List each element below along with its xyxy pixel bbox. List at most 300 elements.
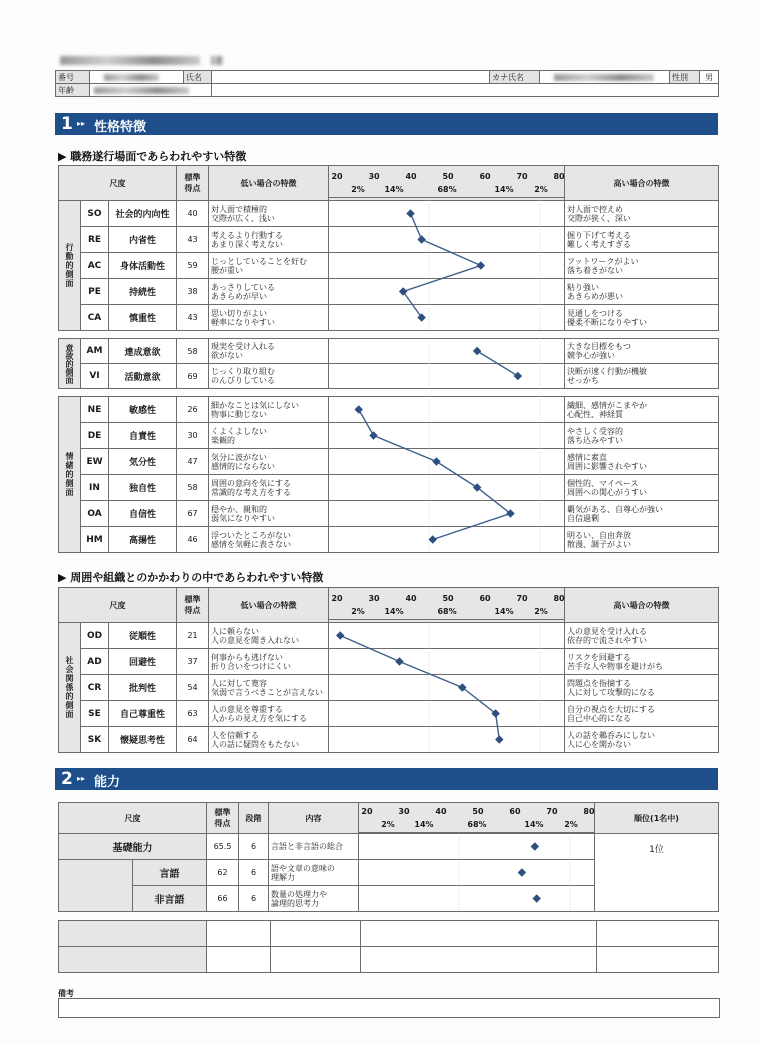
trait-score: 26	[177, 397, 209, 423]
low-line: 対人面で積極的	[211, 204, 268, 214]
trait-score: 38	[177, 279, 209, 305]
low-line: 交際が広く、浅い	[211, 213, 275, 223]
trait-high	[565, 501, 719, 527]
low-line: のんびりしている	[211, 376, 276, 385]
trait-row-sk	[59, 727, 719, 753]
trait-high	[565, 305, 719, 331]
scaleA-pct-3: 14%	[494, 185, 514, 194]
group-label: 意欲的側面	[59, 339, 81, 389]
scaleB-tick-0: 20	[331, 594, 343, 603]
trait-row-re	[59, 227, 719, 253]
scaleC-pct-2: 68%	[467, 820, 487, 829]
ab-col-stage: 段階	[239, 803, 269, 834]
group-label: 情緒的側面	[59, 397, 81, 553]
scaleC-tick-5: 70	[546, 807, 558, 816]
subheading-org: ▶ 周囲や組織とのかかわりの中であらわれやすい特徴	[58, 571, 324, 584]
high-line: 散漫、調子がよい	[567, 539, 632, 549]
name-value	[212, 71, 490, 84]
high-line: 粘り強い	[567, 282, 600, 292]
trait-plot-cell	[329, 227, 565, 253]
scaleA-tick-1: 30	[368, 172, 380, 181]
low-line: 人の意見を尊重する	[211, 704, 284, 714]
trait-row-am	[59, 339, 719, 364]
trait-row-in	[59, 475, 719, 501]
high-line: 交際が狭く、深い	[567, 213, 631, 223]
high-line: 自己中心的になる	[567, 713, 632, 723]
trait-code: EW	[81, 449, 109, 475]
ability-score: 62	[207, 860, 239, 886]
trait-low	[209, 305, 329, 331]
trait-high	[565, 364, 719, 389]
high-line: 感情に素直	[567, 452, 608, 462]
high-line: 人の意見を受け入れる	[567, 626, 648, 636]
high-line: 周囲への関心がうすい	[567, 487, 648, 497]
low-line: 物事に動じない	[211, 409, 268, 419]
section2-number: 2	[61, 769, 73, 789]
remarks-label: 備考	[58, 989, 74, 998]
section2-bar	[55, 768, 718, 790]
low-line: じっくり取り組む	[211, 367, 276, 376]
ability-row	[59, 834, 719, 860]
trait-score: 47	[177, 449, 209, 475]
trait-high	[565, 253, 719, 279]
gender-value: 男	[700, 71, 719, 84]
trait-score: 21	[177, 623, 209, 649]
ability-plot-cell	[359, 860, 595, 886]
group-label: 行動的側面	[59, 201, 81, 331]
low-line: 気弱で言うべきことが言えない	[211, 687, 324, 697]
remarks-box	[58, 998, 720, 1018]
trait-plot-cell	[329, 501, 565, 527]
trait-high	[565, 201, 719, 227]
content-line: 言語と非言語の総合	[271, 842, 343, 851]
trait-code: RE	[81, 227, 109, 253]
low-line: 腰が重い	[211, 265, 244, 275]
high-line: 掘り下げて考える	[567, 230, 632, 240]
scaleB-tick-4: 60	[479, 594, 491, 603]
high-line: 依存的で流されやすい	[567, 635, 648, 645]
scale-header-2	[329, 588, 565, 623]
high-line: やさしく受容的	[567, 426, 624, 436]
scaleC-tick-6: 80	[583, 807, 595, 816]
low-line: 人からの見え方を気にする	[211, 713, 308, 723]
high-line: 個性的、マイペース	[567, 478, 639, 488]
low-line: じっとしていることを好む	[211, 256, 308, 266]
scaleA-tick-4: 60	[479, 172, 491, 181]
low-line: 人を信頼する	[211, 730, 260, 740]
high-line: 落ち込みやすい	[567, 435, 624, 445]
trait-name: 持続性	[109, 279, 177, 305]
low-line: 常識的な考え方をする	[211, 487, 292, 497]
col-scale-2: 尺度	[59, 588, 177, 623]
subheading-work: ▶ 職務遂行場面であらわれやすい特徴	[58, 150, 247, 163]
ability-score: 65.5	[207, 834, 239, 860]
high-line: 人に対して攻撃的になる	[567, 687, 656, 697]
trait-code: SK	[81, 727, 109, 753]
trait-low	[209, 201, 329, 227]
trait-code: OA	[81, 501, 109, 527]
trait-name: 活動意欲	[109, 364, 177, 389]
ab-col-content: 内容	[269, 803, 359, 834]
low-line: 思い切りがよい	[211, 308, 268, 318]
trait-row-se	[59, 701, 719, 727]
low-line: 考えるより行動する	[211, 230, 284, 240]
trait-row-ew	[59, 449, 719, 475]
low-line: あっさりしている	[211, 282, 275, 292]
personality-table-work	[58, 165, 719, 553]
trait-row-ca	[59, 305, 719, 331]
low-line: 欲がない	[211, 351, 244, 360]
ability-content	[269, 886, 359, 912]
section1-title: 性格特徴	[94, 120, 147, 135]
kana-label: カナ氏名	[490, 71, 540, 84]
trait-code: AD	[81, 649, 109, 675]
high-line: 競争心が強い	[567, 351, 616, 360]
trait-low	[209, 364, 329, 389]
col-high-2: 高い場合の特徴	[565, 588, 719, 623]
trait-plot-cell	[329, 201, 565, 227]
ability-name: 基礎能力	[59, 834, 207, 860]
scaleA-tick-2: 40	[405, 172, 417, 181]
trait-score: 30	[177, 423, 209, 449]
ability-name: 非言語	[133, 886, 207, 912]
scaleB-tick-2: 40	[405, 594, 417, 603]
scaleC-pct-4: 2%	[564, 820, 578, 829]
trait-low	[209, 701, 329, 727]
scaleC-pct-0: 2%	[381, 820, 395, 829]
high-line: 明るい、自由奔放	[567, 530, 632, 540]
ability-score: 66	[207, 886, 239, 912]
low-line: 人に頼らない	[211, 626, 260, 636]
number-label: 番号	[56, 71, 90, 84]
trait-plot-cell	[329, 253, 565, 279]
trait-score: 69	[177, 364, 209, 389]
scaleC-tick-0: 20	[361, 807, 373, 816]
low-line: 楽観的	[211, 435, 236, 445]
trait-row-ne	[59, 397, 719, 423]
high-line: 人に心を開かない	[567, 739, 632, 749]
trait-low	[209, 279, 329, 305]
age-label: 年齢	[56, 84, 90, 97]
trait-code: CA	[81, 305, 109, 331]
high-line: 自分の視点を大切にする	[567, 704, 656, 714]
trait-high	[565, 227, 719, 253]
high-line: せっかち	[567, 376, 599, 385]
trait-row-od	[59, 623, 719, 649]
trait-name: 従順性	[109, 623, 177, 649]
empty-block	[58, 920, 719, 973]
trait-high	[565, 623, 719, 649]
trait-plot-cell	[329, 475, 565, 501]
ability-stage: 6	[239, 860, 269, 886]
high-line: 周囲に影響されやすい	[567, 461, 648, 471]
trait-plot-cell	[329, 279, 565, 305]
ability-plot-cell	[359, 834, 595, 860]
personality-table-org	[58, 587, 719, 753]
trait-plot-cell	[329, 449, 565, 475]
trait-plot-cell	[329, 339, 565, 364]
trait-high	[565, 727, 719, 753]
trait-name: 独自性	[109, 475, 177, 501]
trait-score: 64	[177, 727, 209, 753]
ability-stage: 6	[239, 834, 269, 860]
trait-low	[209, 527, 329, 553]
trait-code: SO	[81, 201, 109, 227]
group-label: 社会関係的側面	[59, 623, 81, 753]
trait-plot-cell	[329, 727, 565, 753]
trait-code: OD	[81, 623, 109, 649]
high-line: 人の話を鵜呑みにしない	[567, 730, 656, 740]
trait-name: 自信性	[109, 501, 177, 527]
trait-name: 慎重性	[109, 305, 177, 331]
trait-score: 37	[177, 649, 209, 675]
trait-low	[209, 397, 329, 423]
trait-row-vi	[59, 364, 719, 389]
trait-plot-cell	[329, 397, 565, 423]
trait-score: 59	[177, 253, 209, 279]
low-line: 穏やか、親和的	[211, 504, 268, 514]
low-line: 折り合いをつけにくい	[211, 661, 292, 671]
scaleA-tick-5: 70	[516, 172, 528, 181]
low-line: 感情を気軽に表さない	[211, 539, 292, 549]
content-line: 数量の処理力や	[271, 889, 327, 899]
low-line: くよくよしない	[211, 426, 268, 436]
high-line: 対人面で控えめ	[567, 204, 624, 214]
high-line: 覇気がある、自尊心が強い	[567, 504, 664, 514]
section1-bar	[55, 113, 718, 135]
trait-name: 高揚性	[109, 527, 177, 553]
scaleA-pct-4: 2%	[534, 185, 548, 194]
low-line: 周囲の意向を気にする	[211, 478, 292, 488]
low-line: 現実を受け入れる	[211, 342, 276, 351]
trait-score: 40	[177, 201, 209, 227]
trait-plot-cell	[329, 305, 565, 331]
trait-low	[209, 675, 329, 701]
content-line: 語や文章の意味の	[271, 863, 335, 873]
scaleC-tick-3: 50	[472, 807, 484, 816]
trait-low	[209, 253, 329, 279]
ab-col-rank: 順位(1名中)	[595, 803, 719, 834]
col-high: 高い場合の特徴	[565, 166, 719, 201]
trait-code: DE	[81, 423, 109, 449]
age-value	[90, 84, 212, 97]
col-low: 低い場合の特徴	[209, 166, 329, 201]
trait-row-ad	[59, 649, 719, 675]
trait-row-ac	[59, 253, 719, 279]
trait-code: VI	[81, 364, 109, 389]
high-line: 自信過剰	[567, 513, 600, 523]
high-line: 難しく考えすぎる	[567, 239, 632, 249]
trait-name: 自責性	[109, 423, 177, 449]
redacted-title	[60, 50, 223, 69]
kana-value	[540, 71, 670, 84]
trait-name: 身体活動性	[109, 253, 177, 279]
trait-score: 43	[177, 227, 209, 253]
low-line: 細かなことは気にしない	[211, 400, 300, 410]
trait-code: PE	[81, 279, 109, 305]
trait-high	[565, 279, 719, 305]
trait-name: 気分性	[109, 449, 177, 475]
scaleA-tick-6: 80	[553, 172, 565, 181]
scale-header	[329, 166, 565, 201]
trait-code: SE	[81, 701, 109, 727]
trait-low	[209, 501, 329, 527]
scaleA-pct-0: 2%	[351, 185, 365, 194]
trait-high	[565, 527, 719, 553]
low-line: あまり深く考えない	[211, 239, 284, 249]
scaleB-pct-1: 14%	[384, 607, 404, 616]
scaleA-pct-1: 14%	[384, 185, 404, 194]
gender-label: 性別	[670, 71, 700, 84]
content-line: 理解力	[271, 872, 295, 882]
trait-score: 43	[177, 305, 209, 331]
scaleB-pct-0: 2%	[351, 607, 365, 616]
trait-code: HM	[81, 527, 109, 553]
trait-code: AC	[81, 253, 109, 279]
scaleB-tick-3: 50	[442, 594, 454, 603]
trait-name: 達成意欲	[109, 339, 177, 364]
trait-score: 58	[177, 475, 209, 501]
trait-low	[209, 727, 329, 753]
scaleC-tick-4: 60	[509, 807, 521, 816]
trait-high	[565, 423, 719, 449]
trait-row-hm	[59, 527, 719, 553]
low-line: 何事からも逃げない	[211, 652, 284, 662]
trait-name: 回避性	[109, 649, 177, 675]
col-score: 標準 得点	[177, 166, 209, 201]
trait-low	[209, 227, 329, 253]
low-line: あきらめが早い	[211, 291, 268, 301]
trait-score: 63	[177, 701, 209, 727]
col-scale: 尺度	[59, 166, 177, 201]
low-line: 人の意見を聞き入れない	[211, 635, 300, 645]
ability-plot-cell	[359, 886, 595, 912]
trait-row-so	[59, 201, 719, 227]
header-blank	[212, 84, 719, 97]
trait-row-pe	[59, 279, 719, 305]
scaleC-pct-1: 14%	[414, 820, 434, 829]
col-low-2: 低い場合の特徴	[209, 588, 329, 623]
candidate-info-table	[55, 70, 719, 97]
high-line: 問題点を指摘する	[567, 678, 632, 688]
high-line: 決断が速く行動が機敏	[567, 367, 648, 376]
trait-code: AM	[81, 339, 109, 364]
scaleB-tick-5: 70	[516, 594, 528, 603]
trait-plot-cell	[329, 623, 565, 649]
trait-low	[209, 649, 329, 675]
trait-score: 58	[177, 339, 209, 364]
ability-stage: 6	[239, 886, 269, 912]
section2-title: 能力	[94, 775, 121, 790]
trait-plot-cell	[329, 701, 565, 727]
high-line: 落ち着きがない	[567, 265, 624, 275]
low-line: 浮ついたところがない	[211, 530, 292, 540]
scaleC-tick-2: 40	[435, 807, 447, 816]
scaleB-tick-6: 80	[553, 594, 565, 603]
trait-high	[565, 675, 719, 701]
high-line: あきらめが悪い	[567, 291, 624, 301]
arrow-icon-2: ▸▸	[77, 774, 86, 783]
trait-low	[209, 623, 329, 649]
scaleB-pct-2: 68%	[437, 607, 457, 616]
trait-score: 54	[177, 675, 209, 701]
trait-row-de	[59, 423, 719, 449]
low-line: 感情的にならない	[211, 461, 276, 471]
scaleA-pct-2: 68%	[437, 185, 457, 194]
high-line: リスクを回避する	[567, 652, 631, 662]
trait-row-cr	[59, 675, 719, 701]
high-line: 見通しをつける	[567, 308, 624, 318]
high-line: フットワークがよい	[567, 256, 639, 266]
col-score-2: 標準 得点	[177, 588, 209, 623]
section1-number: 1	[61, 114, 73, 134]
trait-name: 自己尊重性	[109, 701, 177, 727]
trait-high	[565, 475, 719, 501]
scaleA-tick-3: 50	[442, 172, 454, 181]
trait-plot-cell	[329, 675, 565, 701]
ab-col-scale: 尺度	[59, 803, 207, 834]
trait-plot-cell	[329, 364, 565, 389]
scaleB-pct-4: 2%	[534, 607, 548, 616]
low-line: 人に対して寛容	[211, 678, 268, 688]
scaleA-tick-0: 20	[331, 172, 343, 181]
trait-name: 批判性	[109, 675, 177, 701]
scaleC-tick-1: 30	[398, 807, 410, 816]
trait-plot-cell	[329, 649, 565, 675]
low-line: 軽率になりやすい	[211, 317, 276, 327]
trait-score: 67	[177, 501, 209, 527]
ability-name: 言語	[133, 860, 207, 886]
trait-low	[209, 339, 329, 364]
trait-high	[565, 449, 719, 475]
low-line: 人の話に疑問をもたない	[211, 739, 300, 749]
trait-high	[565, 649, 719, 675]
trait-name: 内省性	[109, 227, 177, 253]
trait-name: 敏感性	[109, 397, 177, 423]
trait-high	[565, 397, 719, 423]
trait-plot-cell	[329, 423, 565, 449]
content-line: 論理的思考力	[271, 898, 319, 908]
ability-table	[58, 802, 719, 912]
trait-row-oa	[59, 501, 719, 527]
trait-name: 社会的内向性	[109, 201, 177, 227]
low-line: 弱気になりやすい	[211, 513, 276, 523]
scaleB-tick-1: 30	[368, 594, 380, 603]
trait-high	[565, 701, 719, 727]
trait-high	[565, 339, 719, 364]
high-line: 苦手な人や物事を避けがち	[567, 661, 664, 671]
trait-name: 懐疑思考性	[109, 727, 177, 753]
arrow-icon: ▸▸	[77, 119, 86, 128]
scaleB-pct-3: 14%	[494, 607, 514, 616]
trait-low	[209, 423, 329, 449]
trait-score: 46	[177, 527, 209, 553]
high-line: 優柔不断になりやすい	[567, 317, 648, 327]
trait-plot-cell	[329, 527, 565, 553]
name-label: 氏名	[184, 71, 212, 84]
high-line: 繊細、感情がこまやか	[567, 400, 648, 410]
high-line: 心配性、神経質	[567, 409, 624, 419]
ability-rank: 1位	[595, 834, 719, 912]
trait-code: IN	[81, 475, 109, 501]
trait-low	[209, 449, 329, 475]
ability-content	[269, 834, 359, 860]
low-line: 気分に波がない	[211, 452, 268, 462]
ability-content	[269, 860, 359, 886]
ab-col-score: 標準 得点	[207, 803, 239, 834]
trait-code: NE	[81, 397, 109, 423]
trait-low	[209, 475, 329, 501]
